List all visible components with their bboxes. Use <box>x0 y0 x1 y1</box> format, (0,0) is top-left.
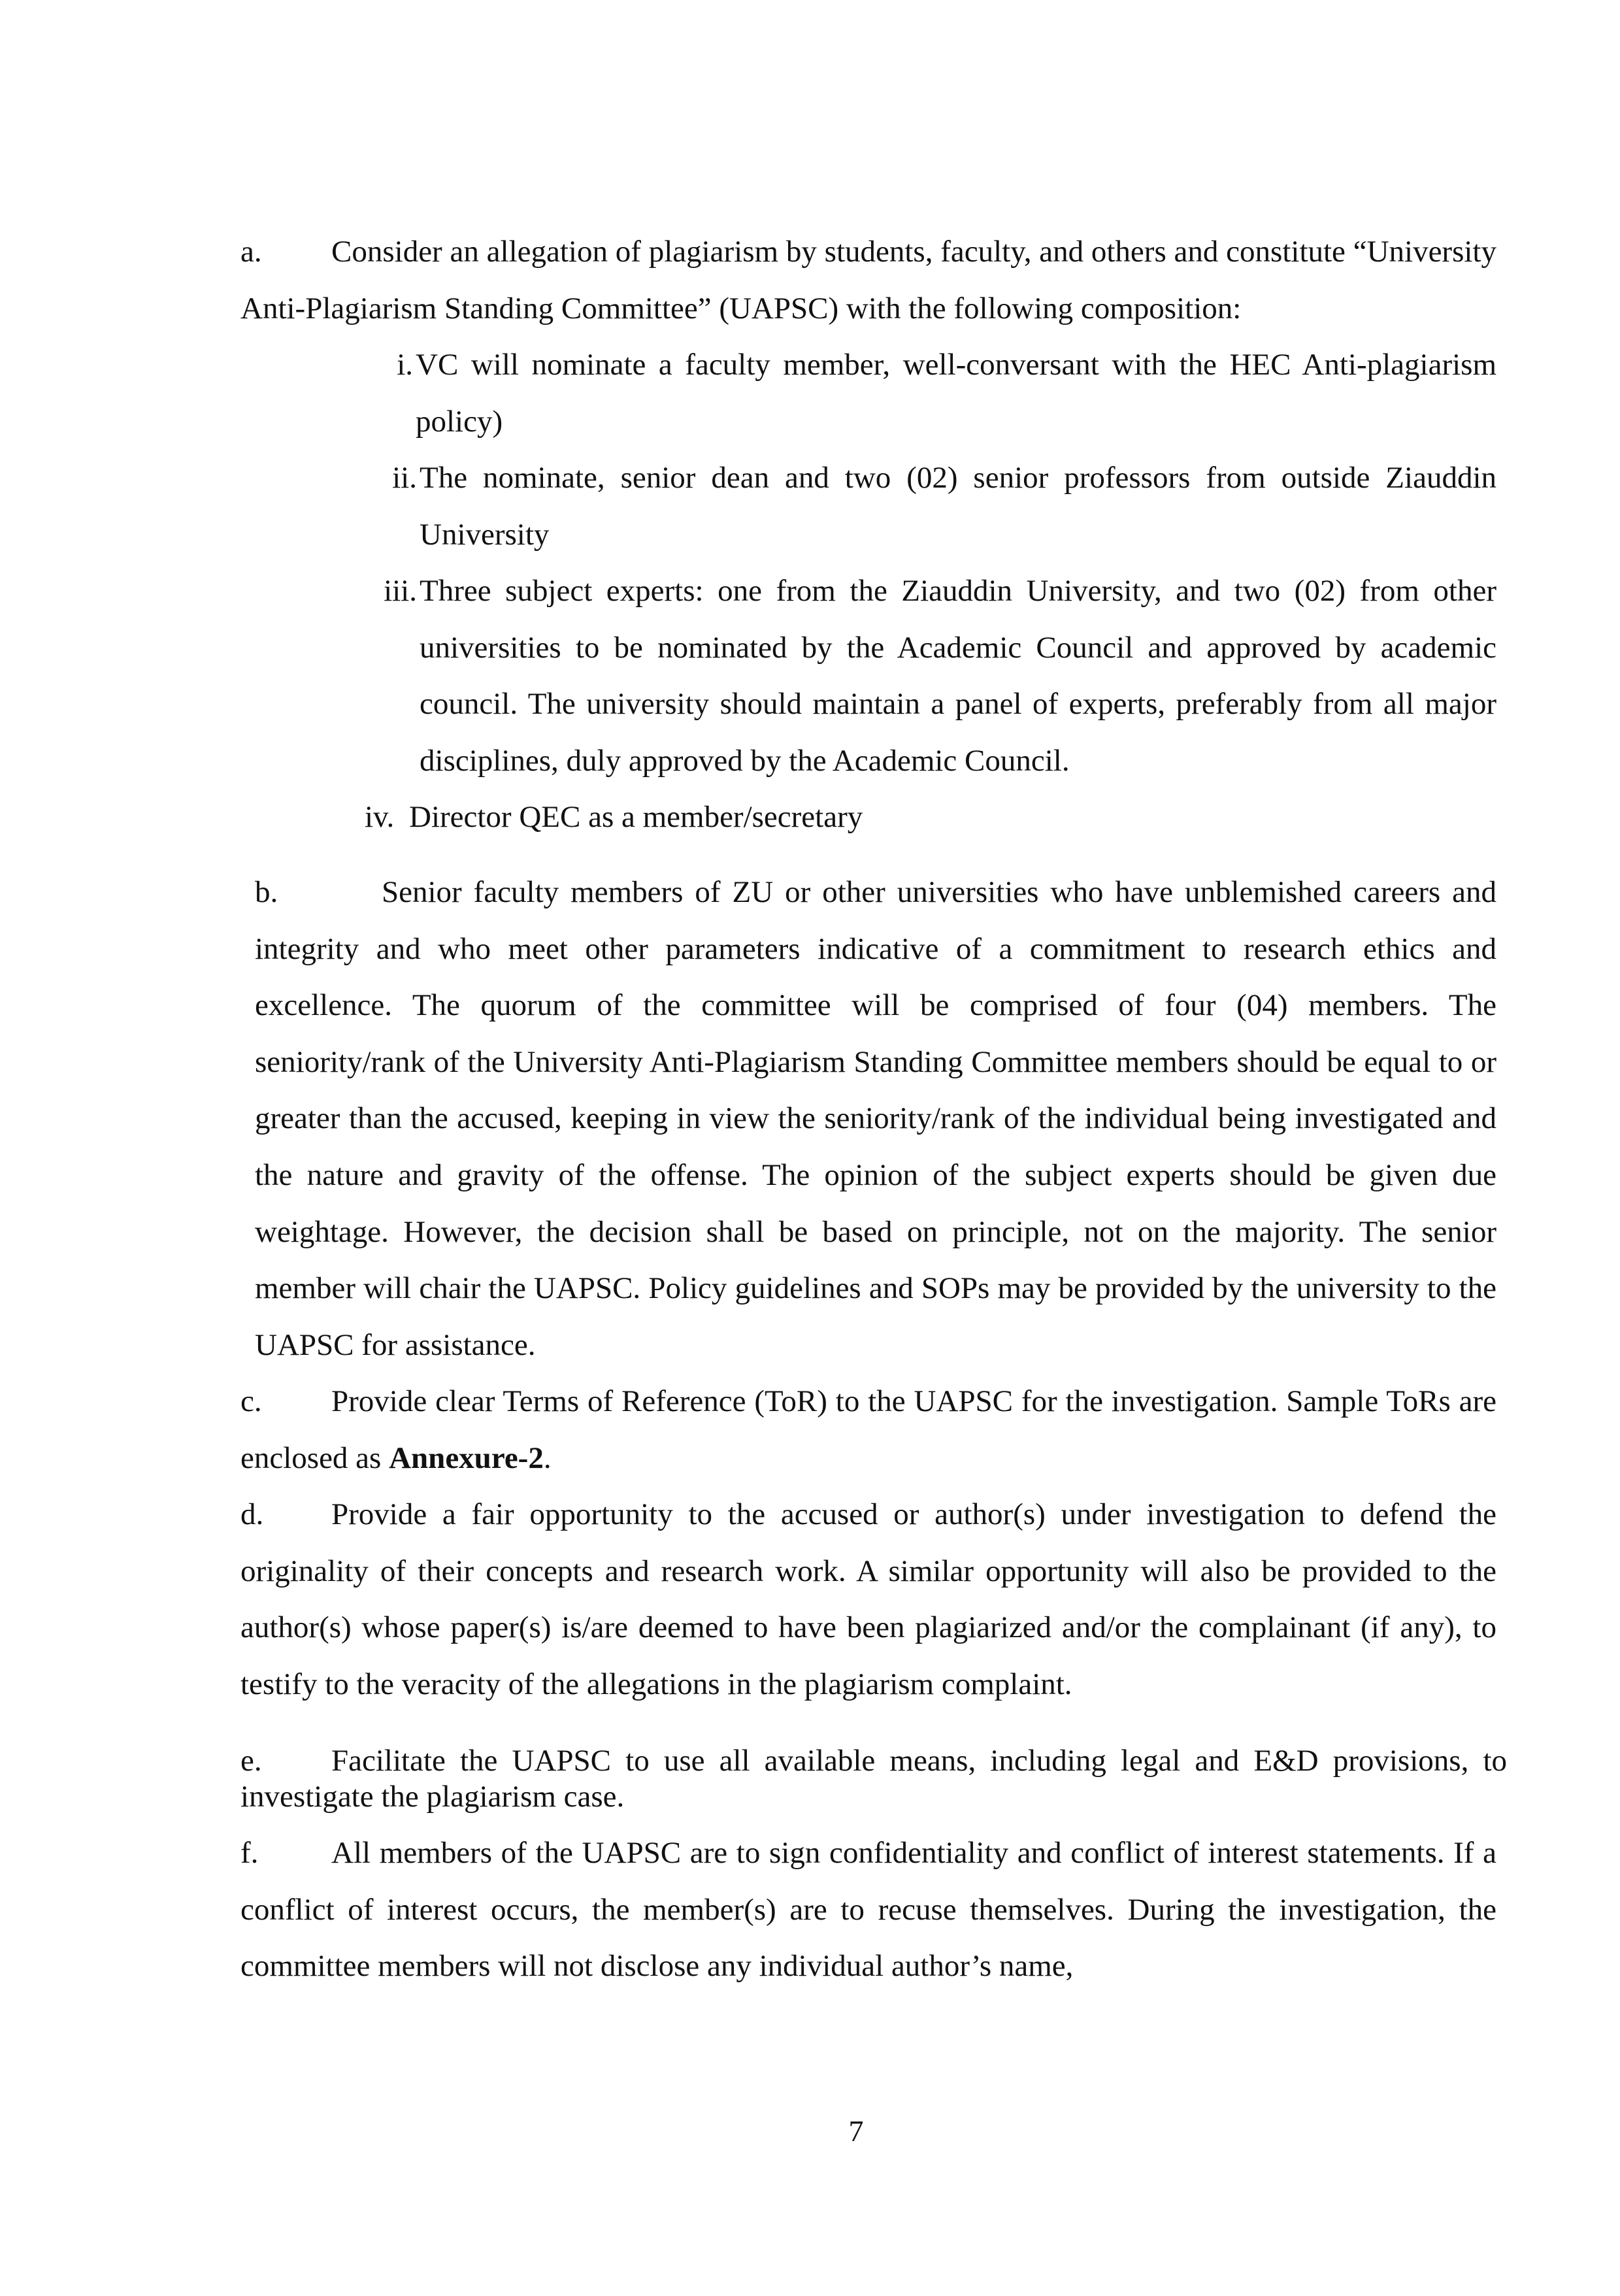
paragraph-end: . <box>543 1440 552 1475</box>
paragraph-text: Facilitate the UAPSC to use all available means, including legal and E&D provisions, to investigate the plagiarism case. <box>240 1744 1507 1814</box>
paragraph-marker: c. <box>240 1384 262 1418</box>
list-marker: iii. <box>384 574 417 608</box>
annexure-reference: Annexure-2 <box>389 1440 544 1475</box>
paragraph-text: Consider an allegation of plagiarism by students, faculty, and others and constitute “University Anti-Plagiarism Standing Committee” (UAPSC) with the following composition: <box>240 235 1496 325</box>
paragraph-marker: e. <box>240 1744 262 1778</box>
paragraph-a <box>240 224 1496 337</box>
paragraph-marker: d. <box>240 1497 264 1531</box>
list-item-text: VC will nominate a faculty member, well-conversant with the HEC Anti-plagiarism policy) <box>416 348 1496 439</box>
paragraph-d <box>240 1486 1496 1712</box>
composition-item-2 <box>383 450 1496 563</box>
paragraph-text: Provide a fair opportunity to the accused or author(s) under investigation to defend the originality of their concepts and research work. A similar opportunity will also be provided to the author(s) whose paper(s) is/are deemed to have been plagiarized and/or the complainant (if any), to testify to the veracity of the allegations in the plagiarism complaint. <box>240 1497 1496 1701</box>
page-number: 7 <box>848 2114 864 2148</box>
paragraph-marker: a. <box>240 235 262 269</box>
paragraph-e <box>240 1743 1507 1815</box>
list-item-text: Three subject experts: one from the Ziauddin University, and two (02) from other universities to be nominated by the Academic Council and approved by academic council. The university should maintain a panel of experts, preferably from all major disciplines, duly approved by the Academic Council. <box>420 574 1496 778</box>
list-marker: iv. <box>365 800 395 834</box>
paragraph-text: All members of the UAPSC are to sign confidentiality and conflict of interest statements. If a conflict of interest occurs, the member(s) are to recuse themselves. During the investigation, the committee members will not disclose any individual author’s name, <box>240 1836 1496 1984</box>
paragraph-f <box>240 1825 1496 1995</box>
paragraph-text: Provide clear Terms of Reference (ToR) to the UAPSC for the investigation. Sample ToRs are enclosed as <box>240 1384 1496 1475</box>
list-marker: ii. <box>392 461 417 495</box>
list-marker: i. <box>397 348 413 382</box>
paragraph-marker: f. <box>240 1836 259 1870</box>
paragraph-text: Senior faculty members of ZU or other universities who have unblemished careers and integrity and who meet other parameters indicative of a commitment to research ethics and excellence. The quorum of the committee will be comprised of four (04) members. The seniority/rank of the University Anti-Plagiarism Standing Committee members should be equal to or greater than the accused, keeping in view the seniority/rank of the individual being investigated and the nature and gravity of the offense. The opinion of the subject experts should be given due weightage. However, the decision shall be based on principle, not on the majority. The senior member will chair the UAPSC. Policy guidelines and SOPs may be provided by the university to the UAPSC for assistance. <box>255 875 1496 1362</box>
list-item-text: The nominate, senior dean and two (02) senior professors from outside Ziauddin University <box>420 461 1496 552</box>
list-item-text: Director QEC as a member/secretary <box>409 800 863 834</box>
paragraph-c <box>240 1373 1496 1486</box>
composition-item-3 <box>376 563 1496 789</box>
paragraph-marker: b. <box>255 875 278 909</box>
paragraph-b <box>255 864 1496 1373</box>
composition-item-1 <box>392 337 1496 450</box>
composition-item-4 <box>365 789 1496 846</box>
